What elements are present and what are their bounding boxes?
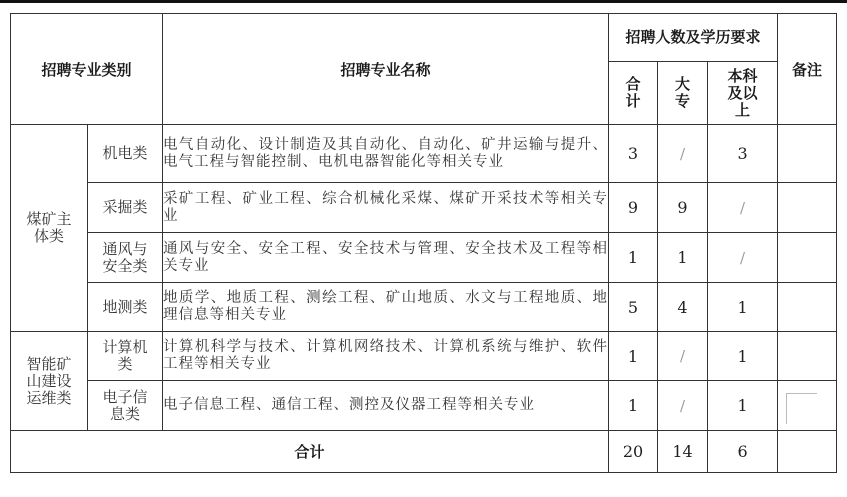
total-cell: 5 <box>609 283 658 332</box>
major-names-cell: 电气自动化、设计制造及其自动化、自动化、矿井运输与提升、电气工程与智能控制、电机电器智能化等相关专业 <box>163 125 609 183</box>
bachelor-cell: 3 <box>708 125 778 183</box>
header-total: 合计 <box>609 62 658 125</box>
corner-mark <box>786 393 817 424</box>
junior-cell: / <box>658 381 708 431</box>
bachelor-cell: 1 <box>708 283 778 332</box>
bachelor-cell: 1 <box>708 332 778 381</box>
totals-bachelor: 6 <box>708 431 778 473</box>
total-cell: 1 <box>609 381 658 431</box>
table-row <box>11 283 837 332</box>
remark-cell <box>778 381 837 431</box>
major-names-cell: 采矿工程、矿业工程、综合机械化采煤、煤矿开采技术等相关专业 <box>163 183 609 233</box>
top-rule <box>0 0 847 3</box>
category-cell: 智能矿山建设运维类 <box>11 332 88 431</box>
totals-remark <box>778 431 837 473</box>
table-row <box>11 183 837 233</box>
header-category: 招聘专业类别 <box>11 14 163 125</box>
remark-cell <box>778 283 837 332</box>
remark-cell <box>778 125 837 183</box>
table-row <box>11 381 837 431</box>
header-row-1 <box>11 14 837 62</box>
junior-cell: / <box>658 332 708 381</box>
junior-cell: 4 <box>658 283 708 332</box>
header-bachelor: 本科及以上 <box>708 62 778 125</box>
totals-total: 20 <box>609 431 658 473</box>
total-cell: 9 <box>609 183 658 233</box>
recruitment-table <box>10 13 837 473</box>
header-junior: 大专 <box>658 62 708 125</box>
subcategory-cell: 采掘类 <box>88 183 163 233</box>
major-names-cell: 计算机科学与技术、计算机网络技术、计算机系统与维护、软件工程等相关专业 <box>163 332 609 381</box>
totals-junior: 14 <box>658 431 708 473</box>
subcategory-cell: 通风与安全类 <box>88 233 163 283</box>
major-names-cell: 电子信息工程、通信工程、测控及仪器工程等相关专业 <box>163 381 609 431</box>
total-cell: 1 <box>609 332 658 381</box>
bachelor-cell: / <box>708 183 778 233</box>
category-cell: 煤矿主体类 <box>11 125 88 332</box>
totals-label: 合计 <box>11 431 609 473</box>
remark-cell <box>778 183 837 233</box>
subcategory-cell: 地测类 <box>88 283 163 332</box>
remark-cell <box>778 233 837 283</box>
table-row <box>11 125 837 183</box>
total-cell: 3 <box>609 125 658 183</box>
header-remark: 备注 <box>778 14 837 125</box>
totals-row <box>11 431 837 473</box>
subcategory-cell: 电子信息类 <box>88 381 163 431</box>
table-row <box>11 332 837 381</box>
junior-cell: / <box>658 125 708 183</box>
bachelor-cell: 1 <box>708 381 778 431</box>
total-cell: 1 <box>609 233 658 283</box>
major-names-cell: 通风与安全、安全工程、安全技术与管理、安全技术及工程等相关专业 <box>163 233 609 283</box>
table-row <box>11 233 837 283</box>
remark-cell <box>778 332 837 381</box>
junior-cell: 9 <box>658 183 708 233</box>
subcategory-cell: 计算机类 <box>88 332 163 381</box>
junior-cell: 1 <box>658 233 708 283</box>
subcategory-cell: 机电类 <box>88 125 163 183</box>
header-major-name: 招聘专业名称 <box>163 14 609 125</box>
header-count-group: 招聘人数及学历要求 <box>609 14 778 62</box>
major-names-cell: 地质学、地质工程、测绘工程、矿山地质、水文与工程地质、地理信息等相关专业 <box>163 283 609 332</box>
bachelor-cell: / <box>708 233 778 283</box>
